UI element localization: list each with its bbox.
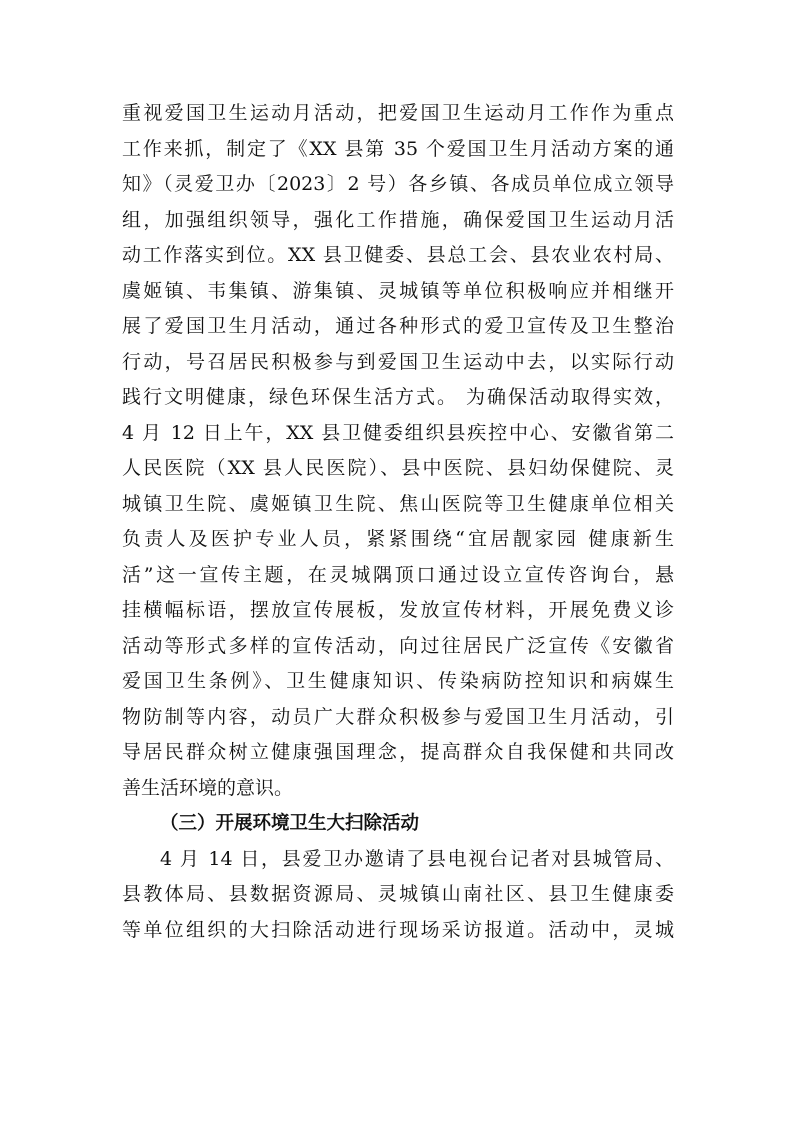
paragraph-1	[122, 96, 674, 806]
text-line: 县教体局、县数据资源局、灵城镇山南社区、县卫生健康委	[122, 883, 674, 905]
text-line: 负责人及医护专业人员，紧紧围绕“宜居靓家园 健康新生	[122, 528, 674, 550]
section-heading: （三）开展环境卫生大扫除活动	[160, 813, 420, 834]
text-line: 践行文明健康，绿色环保生活方式。 为确保活动取得实效，	[122, 386, 674, 408]
text-line: 活动等形式多样的宣传活动，向过往居民广泛宣传《安徽省	[122, 634, 674, 657]
text-line: 虞姬镇、韦集镇、游集镇、灵城镇等单位积极响应并相继开	[122, 279, 674, 302]
text-line: 组，加强组织领导，强化工作措施，确保爱国卫生运动月活	[122, 208, 674, 231]
text-line: 爱国卫生条例》、卫生健康知识、传染病防控知识和病媒生	[122, 670, 674, 692]
text-line: 重视爱国卫生运动月活动，把爱国卫生运动月工作作为重点	[122, 102, 674, 124]
text-line: 挂横幅标语，摆放宣传展板，发放宣传材料，开展免费义诊	[122, 599, 674, 621]
text-line: 知》（灵爱卫办〔2023〕2 号）各乡镇、各成员单位成立领导	[122, 173, 674, 195]
text-line: 等单位组织的大扫除活动进行现场采访报道。活动中，灵城	[122, 918, 674, 941]
text-line: 工作来抓，制定了《XX 县第 35 个爱国卫生月活动方案的通	[122, 137, 674, 160]
document-body	[122, 96, 674, 948]
text-line: 展了爱国卫生月活动，通过各种形式的爱卫宣传及卫生整治	[122, 315, 674, 337]
text-line: 人民医院（XX 县人民医院）、县中医院、县妇幼保健院、灵	[122, 457, 674, 479]
text-line: 4 月 14 日，县爱卫办邀请了县电视台记者对县城管局、	[160, 847, 674, 870]
text-line: 行动，号召居民积极参与到爱国卫生运动中去，以实际行动	[122, 350, 674, 373]
text-line: 善生活环境的意识。	[122, 776, 294, 799]
text-line: 活”这一宣传主题，在灵城隅顶口通过设立宣传咨询台，悬	[122, 563, 674, 586]
text-line: 动工作落实到位。XX 县卫健委、县总工会、县农业农村局、	[122, 244, 674, 266]
text-line: 导居民群众树立健康强国理念，提高群众自我保健和共同改	[122, 741, 674, 763]
text-line: 物防制等内容，动员广大群众积极参与爱国卫生月活动，引	[122, 705, 674, 728]
text-line: 城镇卫生院、虞姬镇卫生院、焦山医院等卫生健康单位相关	[122, 492, 674, 515]
text-line: 4 月 12 日上午，XX 县卫健委组织县疾控中心、安徽省第二	[122, 421, 674, 444]
paragraph-2	[122, 842, 674, 949]
